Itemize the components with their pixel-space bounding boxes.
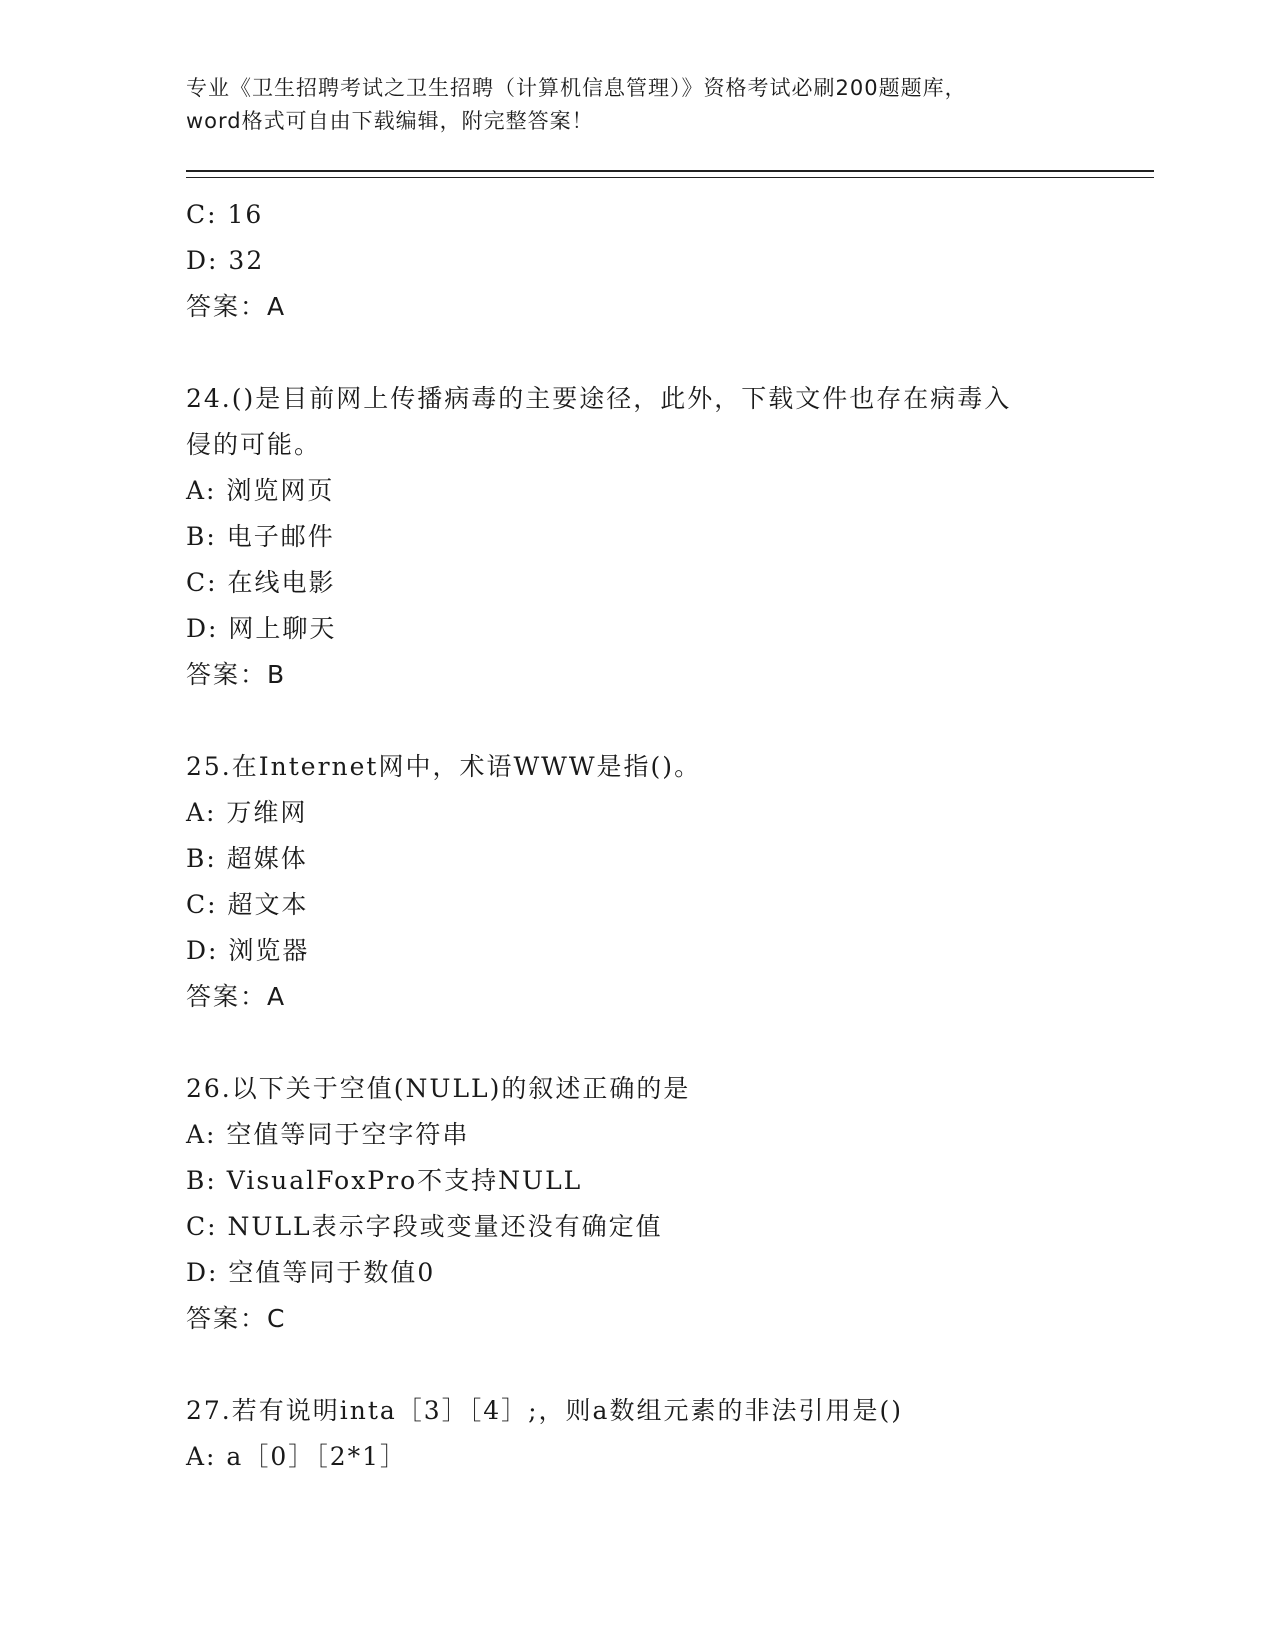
question-stem-continued: 侵的可能。 bbox=[186, 430, 322, 459]
option-d: D: 空值等同于数值0 bbox=[186, 1258, 436, 1287]
question-content bbox=[186, 192, 1154, 1480]
option-d: D: 网上聊天 bbox=[186, 614, 337, 643]
option-d: D: 浏览器 bbox=[186, 936, 310, 965]
option-a: A: a［0］［2*1］ bbox=[186, 1442, 408, 1471]
answer-line: 答案：C bbox=[186, 1304, 287, 1333]
question-stem: 25.在Internet网中，术语WWW是指()。 bbox=[186, 752, 702, 781]
option-c: C: 16 bbox=[186, 200, 264, 229]
option-c: C: 超文本 bbox=[186, 890, 309, 919]
answer-line: 答案：A bbox=[186, 292, 287, 321]
header-title-line2: word格式可自由下载编辑，附完整答案！ bbox=[186, 109, 594, 133]
option-d: D: 32 bbox=[186, 246, 265, 275]
option-c: C: 在线电影 bbox=[186, 568, 336, 597]
document-header bbox=[186, 72, 1154, 138]
option-b: B: 超媒体 bbox=[186, 844, 308, 873]
question-stem: 24.()是目前网上传播病毒的主要途径，此外，下载文件也存在病毒入 bbox=[186, 384, 1012, 413]
option-b: B: 电子邮件 bbox=[186, 522, 335, 551]
option-a: A: 浏览网页 bbox=[186, 476, 335, 505]
answer-line: 答案：A bbox=[186, 982, 287, 1011]
answer-line: 答案：B bbox=[186, 660, 287, 689]
header-divider bbox=[186, 170, 1154, 178]
question-stem: 26.以下关于空值(NULL)的叙述正确的是 bbox=[186, 1074, 691, 1103]
option-a: A: 万维网 bbox=[186, 798, 308, 827]
option-a: A: 空值等同于空字符串 bbox=[186, 1120, 470, 1149]
option-c: C: NULL表示字段或变量还没有确定值 bbox=[186, 1212, 663, 1241]
document-page bbox=[186, 72, 1154, 1480]
question-stem: 27.若有说明inta［3］［4］;，则a数组元素的非法引用是() bbox=[186, 1396, 903, 1425]
header-title-line1: 专业《卫生招聘考试之卫生招聘（计算机信息管理）》资格考试必刷200题题库， bbox=[186, 76, 967, 100]
option-b: B: VisualFoxPro不支持NULL bbox=[186, 1166, 583, 1195]
